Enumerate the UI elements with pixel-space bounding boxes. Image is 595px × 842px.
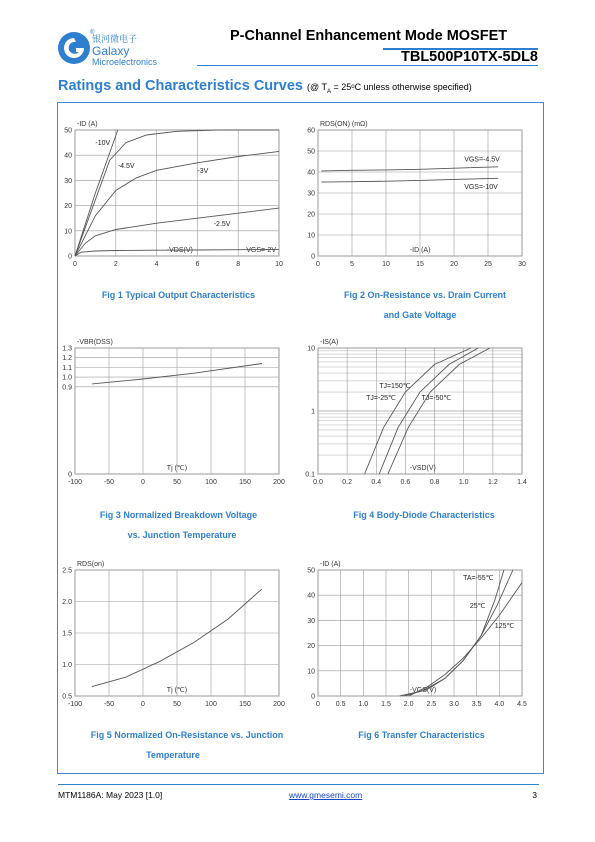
fig1-ytick-label: 50 [64, 127, 72, 135]
fig1-series-label-2: -3V [197, 167, 209, 175]
fig2-series-line-1 [321, 178, 498, 182]
fig6-series-label-1: 25℃ [469, 602, 486, 610]
fig2-ytick-label: 40 [307, 169, 315, 177]
fig2-ytick-label: 20 [307, 211, 315, 219]
fig6-series-line-1 [404, 570, 513, 696]
fig3-xtick-label: 0 [141, 479, 145, 486]
fig1-series-label-1: -4.5V [117, 162, 135, 170]
fig6-plot-frame [318, 570, 522, 696]
fig6-xtick-label: 2.5 [426, 701, 437, 708]
fig1-plot-frame [75, 130, 279, 256]
fig3-ytick-label: 1.1 [62, 364, 72, 372]
fig5-ytick-label: 2.0 [62, 599, 72, 606]
fig4-ylabel: -IS(A) [320, 339, 339, 346]
fig4-ytick-label: 10 [307, 345, 315, 353]
fig1-ytick-label: 0 [68, 253, 72, 261]
fig2-xtick-label: 25 [484, 261, 492, 268]
fig1-xtick-label: 4 [154, 261, 159, 268]
caption-fig6: Fig 6 Transfer Characteristics [358, 730, 485, 740]
fig2-ytick-label: 60 [307, 127, 315, 135]
chart-fig5 [57, 552, 297, 717]
caption-fig3-line1: Fig 3 Normalized Breakdown Voltage [99, 510, 258, 520]
fig6-xtick-label: 2.0 [403, 701, 414, 708]
fig6-series-label-2: 125℃ [494, 622, 515, 630]
caption-fig2-line1: Fig 2 On-Resistance vs. Drain Current [343, 290, 507, 300]
fig3-xlabel: Tj (℃) [166, 465, 188, 472]
fig6-series-line-0 [400, 570, 504, 696]
chart-fig6 [300, 552, 540, 717]
fig6-xtick-label: 3.5 [471, 701, 482, 708]
fig5-xtick-label: -50 [103, 701, 115, 708]
fig3-ytick-label: 0.9 [62, 384, 72, 392]
fig4-xtick-label: 0.4 [371, 479, 382, 486]
fig4-series-label-1: TJ=-25℃ [366, 394, 396, 402]
fig6-ytick-label: 40 [307, 592, 315, 600]
fig3-ylabel: -VBR(DSS) [77, 339, 113, 346]
fig4-xtick-label: 1.0 [458, 479, 469, 486]
fig1-series-label-0: -10V [95, 140, 111, 148]
fig3-xtick-label: 200 [273, 479, 285, 486]
fig1-xtick-label: 8 [236, 261, 241, 268]
chart-fig2 [300, 112, 540, 277]
fig2-series-line-0 [321, 167, 498, 171]
fig3-ytick-label: 1.0 [62, 374, 72, 382]
fig6-ytick-label: 50 [307, 567, 315, 575]
document-title: P-Channel Enhancement Mode MOSFET [230, 28, 508, 44]
fig4-xtick-label: 0.8 [429, 479, 440, 486]
chart-fig3 [57, 330, 297, 495]
fig2-series-label-0: VGS=-4.5V [464, 156, 500, 164]
fig6-xtick-label: 4.5 [517, 701, 527, 708]
logo-microelectronics: Microelectronics [92, 57, 158, 67]
fig6-series-label-0: TA=-55℃ [463, 575, 494, 583]
fig1-ytick-label: 20 [64, 203, 72, 211]
fig6-series-line-2 [409, 583, 522, 696]
fig5-xtick-label: 200 [273, 701, 285, 708]
fig1-series-label-3: -2.5V [213, 220, 231, 228]
fig2-xtick-label: 10 [382, 261, 390, 268]
logo-galaxy: Galaxy [92, 44, 130, 58]
fig2-xtick-label: 20 [450, 261, 458, 268]
fig6-ytick-label: 30 [307, 617, 315, 625]
fig5-ytick-label: 1.5 [62, 630, 72, 638]
fig2-xtick-label: 0 [316, 261, 320, 268]
fig3-xtick-label: -100 [67, 479, 83, 486]
fig2-xtick-label: 30 [518, 261, 526, 268]
logo-chinese: 银河微电子 [92, 34, 138, 44]
fig3-ytick-label: 0 [68, 471, 72, 479]
fig4-xtick-label: 1.2 [487, 479, 498, 486]
fig5-ytick-label: 0.5 [62, 693, 72, 701]
chart-fig4 [300, 330, 540, 495]
fig6-xtick-label: 0 [316, 701, 320, 708]
header-rule-lower [197, 65, 538, 66]
caption-fig2-line2: and Gate Voltage [383, 310, 457, 320]
fig6-xtick-label: 1.5 [381, 701, 391, 708]
fig1-ytick-label: 40 [64, 152, 72, 160]
logo-g-mark [58, 32, 90, 64]
fig1-xlabel: -VDS(V) [166, 247, 193, 254]
caption-fig5-line2: Temperature [146, 750, 200, 760]
logo-registered-mark: ® [90, 30, 95, 36]
footer-doc-id: MTM1186A: May 2023 [1.0] [58, 790, 163, 800]
fig1-series-line-2 [75, 151, 279, 256]
fig4-xtick-label: 0.0 [313, 479, 323, 486]
fig3-xtick-label: -50 [103, 479, 115, 486]
fig3-xtick-label: 100 [205, 479, 217, 486]
fig4-xtick-label: 0.2 [342, 479, 353, 486]
fig5-xlabel: Tj (℃) [166, 687, 188, 694]
fig6-ylabel: -ID (A) [320, 561, 341, 568]
fig5-xtick-label: 150 [239, 701, 251, 708]
fig1-xtick-label: 2 [113, 261, 118, 268]
section-heading: Ratings and Characteristics Curves [58, 78, 303, 94]
fig1-xtick-label: 10 [275, 261, 283, 268]
fig2-series-label-1: VGS=-10V [464, 183, 498, 191]
galaxy-logo [54, 26, 194, 70]
fig2-ytick-label: 50 [307, 148, 315, 156]
fig1-series-line-1 [75, 130, 279, 256]
fig3-xtick-label: 150 [239, 479, 251, 486]
fig4-series-label-2: TJ=-50℃ [421, 394, 452, 402]
fig1-ylabel: -ID (A) [77, 121, 98, 128]
fig6-ytick-label: 10 [307, 668, 315, 676]
fig3-ytick-label: 1.3 [62, 345, 72, 353]
fig4-xlabel: -VSD(V) [409, 465, 436, 472]
fig4-series-label-0: TJ=150℃ [379, 383, 411, 391]
caption-fig4: Fig 4 Body-Diode Characteristics [353, 510, 495, 520]
fig5-ytick-label: 1.0 [62, 662, 72, 669]
fig1-annotation: VGS=-2V [246, 247, 276, 254]
fig4-xtick-label: 0.6 [400, 479, 411, 486]
fig2-ytick-label: 0 [311, 253, 315, 261]
section-title [58, 78, 472, 95]
fig6-xtick-label: 3.0 [449, 701, 459, 708]
section-note: (@ $T_A$ = 25ᵒC unless otherwise specified) [307, 82, 472, 95]
fig2-ytick-label: 30 [307, 190, 315, 198]
caption-fig1: Fig 1 Typical Output Characteristics [101, 290, 256, 300]
fig6-ytick-label: 0 [311, 693, 315, 701]
fig6-ytick-label: 20 [307, 643, 315, 651]
fig6-xtick-label: 4.0 [494, 701, 505, 708]
fig1-ytick-label: 30 [64, 177, 72, 185]
fig1-xtick-label: 6 [195, 261, 200, 268]
fig2-xtick-label: 15 [416, 261, 424, 268]
fig2-xtick-label: 5 [350, 261, 354, 268]
fig5-xtick-label: 0 [141, 701, 145, 708]
chart-fig1 [57, 112, 297, 277]
footer-rule [58, 784, 539, 785]
footer-page-number: 3 [532, 790, 537, 800]
fig6-xtick-label: 1.0 [358, 701, 369, 708]
fig6-xlabel: -VGS(V) [409, 687, 437, 694]
fig4-ytick-label: 1 [311, 408, 315, 416]
fig5-xtick-label: 50 [173, 701, 181, 708]
fig1-xtick-label: 0 [73, 261, 77, 268]
fig2-ytick-label: 10 [307, 232, 315, 240]
fig2-xlabel: -ID (A) [409, 247, 431, 254]
caption-fig3-line2: vs. Junction Temperature [127, 530, 237, 540]
fig3-ytick-label: 1.2 [62, 355, 72, 363]
fig5-ytick-label: 2.5 [62, 567, 72, 575]
fig1-ytick-label: 10 [64, 228, 72, 236]
caption-fig5-line1: Fig 5 Normalized On-Resistance vs. Junction [90, 730, 284, 740]
fig2-ylabel: RDS(ON) (mΩ) [320, 121, 368, 128]
part-number: TBL500P10TX-5DL8 [401, 49, 538, 65]
fig4-xtick-label: 1.4 [517, 479, 527, 486]
fig5-xtick-label: 100 [205, 701, 217, 708]
fig6-xtick-label: 0.5 [335, 701, 346, 708]
fig5-xtick-label: -100 [67, 701, 83, 708]
fig5-ylabel: RDS(on) [77, 561, 105, 568]
fig4-ytick-label: 0.1 [305, 471, 315, 479]
fig3-xtick-label: 50 [173, 479, 181, 486]
footer-website-link[interactable]: www.gmesemi.com [289, 790, 363, 800]
